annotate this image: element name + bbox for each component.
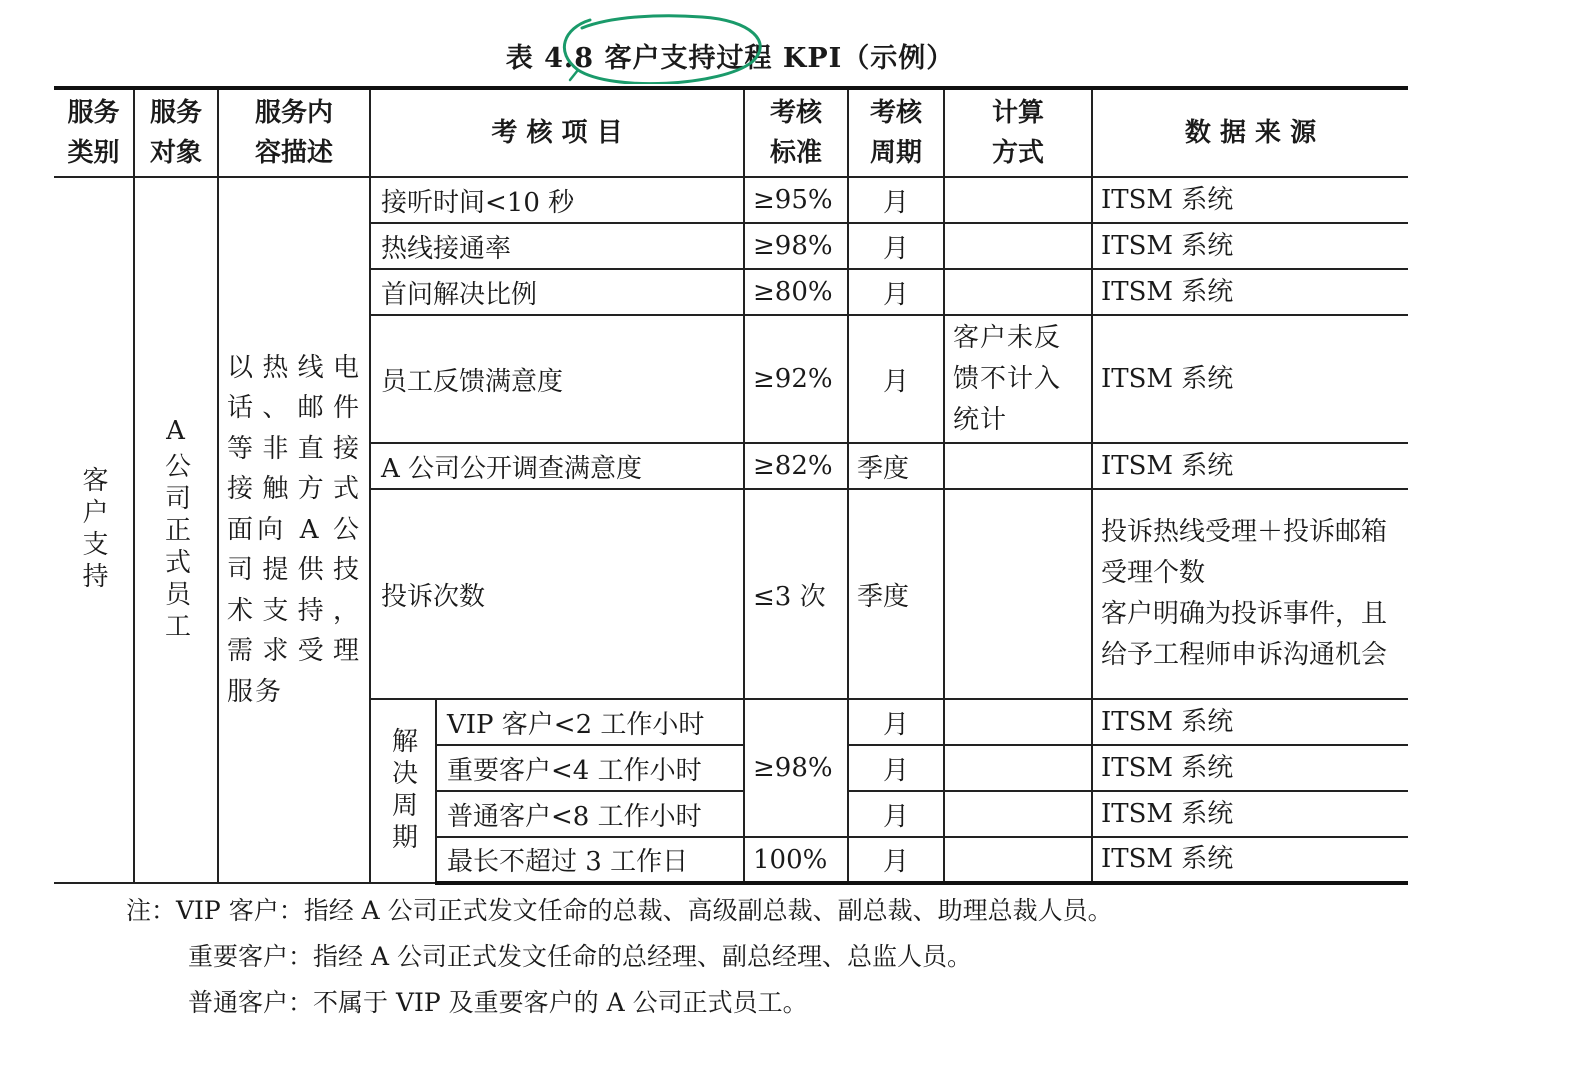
period-cell: 月 [848,837,944,883]
calc-cell [944,745,1092,791]
standard-cell: ≥98% [744,699,848,837]
source-cell: ITSM 系统 [1092,791,1408,837]
header-service-category: 服务类别 [54,88,134,177]
source-cell [1092,489,1408,699]
standard-cell: ≤3 次 [744,489,848,699]
standard-cell: ≥98% [744,223,848,269]
item-cell: 投诉次数 [370,489,744,699]
item-cell: 热线接通率 [370,223,744,269]
item-cell: 最长不超过 3 工作日 [436,837,744,883]
note-regular: 普通客户：不属于 VIP 及重要客户的 A 公司正式员工。 [188,988,808,1017]
calc-cell [944,791,1092,837]
source-cell: ITSM 系统 [1092,223,1408,269]
note-important: 重要客户：指经 A 公司正式发文任命的总经理、副总经理、总监人员。 [188,942,972,971]
period-cell: 季度 [848,489,944,699]
header-service-target: 服务对象 [134,88,218,177]
standard-cell: 100% [744,837,848,883]
item-cell: 普通客户<8 工作小时 [436,791,744,837]
resolution-label: 解决周期 [387,727,418,855]
source-line: 投诉热线受理＋投诉邮箱受理个数 [1101,517,1388,588]
calc-cell: 客户未反馈不计入统计 [944,315,1092,443]
hand-drawn-circle-annotation [552,14,766,84]
category-text: 客户支持 [78,466,108,594]
calc-cell [944,699,1092,745]
source-cell: ITSM 系统 [1092,177,1408,223]
header-assessment-period: 考核周期 [848,88,944,177]
source-cell: ITSM 系统 [1092,443,1408,489]
item-cell: 接听时间<10 秒 [370,177,744,223]
table-row [54,177,1408,223]
standard-cell: ≥82% [744,443,848,489]
period-cell: 月 [848,745,944,791]
target-cell [134,177,218,883]
item-cell: VIP 客户<2 工作小时 [436,699,744,745]
source-cell: ITSM 系统 [1092,699,1408,745]
source-line: 客户明确为投诉事件，且给予工程师申诉沟通机会 [1101,599,1388,670]
standard-cell: ≥80% [744,269,848,315]
source-cell: ITSM 系统 [1092,745,1408,791]
calc-cell [944,177,1092,223]
calc-cell [944,269,1092,315]
source-cell: ITSM 系统 [1092,269,1408,315]
header-row [54,88,1408,177]
table-notes [126,888,1113,1026]
period-cell: 月 [848,791,944,837]
table-title: 表 4.8 客户支持过程 KPI（示例） [505,43,955,74]
period-cell: 月 [848,269,944,315]
kpi-table [54,86,1408,885]
calc-cell [944,223,1092,269]
source-cell: ITSM 系统 [1092,315,1408,443]
header-calc-method: 计算方式 [944,88,1092,177]
period-cell: 月 [848,699,944,745]
calc-cell [944,837,1092,883]
header-data-source: 数 据 来 源 [1092,88,1408,177]
period-cell: 季度 [848,443,944,489]
note-vip: 注：VIP 客户：指经 A 公司正式发文任命的总裁、高级副总裁、副总裁、助理总裁人员。 [126,896,1113,925]
standard-cell: ≥95% [744,177,848,223]
calc-cell [944,489,1092,699]
header-service-desc: 服务内容描述 [218,88,370,177]
period-cell: 月 [848,315,944,443]
item-cell: 员工反馈满意度 [370,315,744,443]
source-cell: ITSM 系统 [1092,837,1408,883]
standard-cell: ≥92% [744,315,848,443]
period-cell: 月 [848,223,944,269]
item-cell: 重要客户<4 工作小时 [436,745,744,791]
resolution-label-cell [370,699,436,883]
target-text: A公司正式员工 [160,416,191,644]
period-cell: 月 [848,177,944,223]
item-cell: 首问解决比例 [370,269,744,315]
description-cell: 以热线电话、邮件等非直接接触方式面向 A 公司提供技术支持，需求受理服务 [218,177,370,883]
calc-cell [944,443,1092,489]
header-assessment-item: 考 核 项 目 [370,88,744,177]
item-cell: A 公司公开调查满意度 [370,443,744,489]
header-assessment-standard: 考核标准 [744,88,848,177]
category-cell [54,177,134,883]
